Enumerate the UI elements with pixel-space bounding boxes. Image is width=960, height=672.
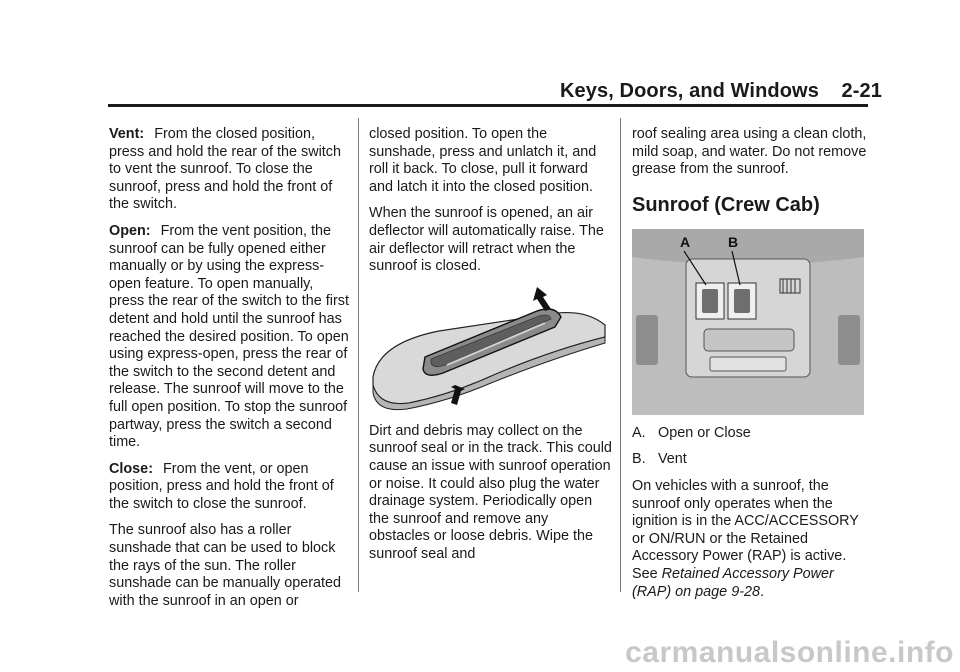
- sunshade-continued-paragraph: closed position. To open the sunshade, press and unlatch it, and roll it back. To close, pull it forward and latch it into the closed position.: [369, 126, 597, 195]
- open-term: Open:: [109, 222, 151, 239]
- column-1: [109, 126, 352, 619]
- arrow-icon: [533, 287, 551, 311]
- close-term: Close:: [109, 460, 153, 477]
- vent-paragraph: [109, 126, 352, 214]
- column-2: [369, 126, 612, 573]
- ignition-info-paragraph: [632, 478, 868, 601]
- callout-b-letter: B.: [632, 451, 646, 468]
- header-rule: [108, 104, 868, 107]
- callout-b: [632, 451, 868, 469]
- xref-period: .: [760, 583, 764, 600]
- section-heading: Sunroof (Crew Cab): [632, 193, 820, 216]
- figure-label-a: A: [680, 233, 691, 250]
- callout-a-text: Open or Close: [658, 424, 751, 441]
- sunshade-paragraph: The sunroof also has a roller sunshade that can be used to block the rays of the sun. The roller sunshade can be manually operated with the sunroof in an open or: [109, 522, 342, 609]
- sunroof-roof-illustration: [369, 285, 612, 413]
- vent-text: From the closed position, press and hold the rear of the switch to vent the sunroof. To close the sunroof, press and hold the front of the switch.: [109, 126, 341, 213]
- debris-paragraph: Dirt and debris may collect on the sunroof seal or in the track. This could cause an issue with sunroof operation or noise. It could also plug the water drainage system. Periodically open the sunroof and remove any obstacles or loose debris. Wipe the sunroof seal and: [369, 422, 612, 562]
- close-paragraph: [109, 461, 352, 514]
- column-divider-2: [620, 118, 621, 592]
- air-deflector-paragraph: When the sunroof is opened, an air deflector will automatically raise. The air deflector will retract when the sunroof is closed.: [369, 205, 604, 275]
- callout-a-letter: A.: [632, 424, 646, 441]
- cleaning-paragraph: roof sealing area using a clean cloth, mild soap, and water. Do not remove grease from the sunroof.: [632, 126, 867, 178]
- overhead-console-illustration: [632, 229, 868, 415]
- vent-term: Vent:: [109, 126, 145, 142]
- close-text: From the vent, or open position, press and hold the front of the switch to close the sunroof.: [109, 460, 334, 512]
- switch-icon: [702, 289, 718, 313]
- page-header-title: Keys, Doors, and Windows 2-21: [560, 80, 882, 102]
- watermark: carmanualsonline.info: [625, 636, 954, 669]
- switch-icon: [734, 289, 750, 313]
- callout-a: [632, 425, 868, 443]
- ignition-info-text: On vehicles with a sunroof, the sunroof only operates when the ignition is in the ACC/ACCESSORY or ON/RUN or the Retained Accessory Power (RAP) is active. See: [632, 477, 859, 582]
- rap-cross-reference-link[interactable]: Retained Accessory Power (RAP) on page 9‑28: [632, 565, 834, 600]
- column-divider-1: [358, 118, 359, 592]
- open-text: From the vent position, the sunroof can be fully opened either manually or by using the express-open feature. To open manually, press the rear of the switch to the first detent and hold until the sunroof has reached the desired position. To open using express-open, press the rear of the switch to the second detent and release. The sunroof will move to the full open position. To stop the sunroof partway, press the switch a second time.: [109, 222, 349, 451]
- figure-label-b: B: [728, 233, 739, 250]
- open-paragraph: [109, 223, 352, 452]
- column-3: [632, 126, 868, 610]
- callout-b-text: Vent: [658, 451, 687, 468]
